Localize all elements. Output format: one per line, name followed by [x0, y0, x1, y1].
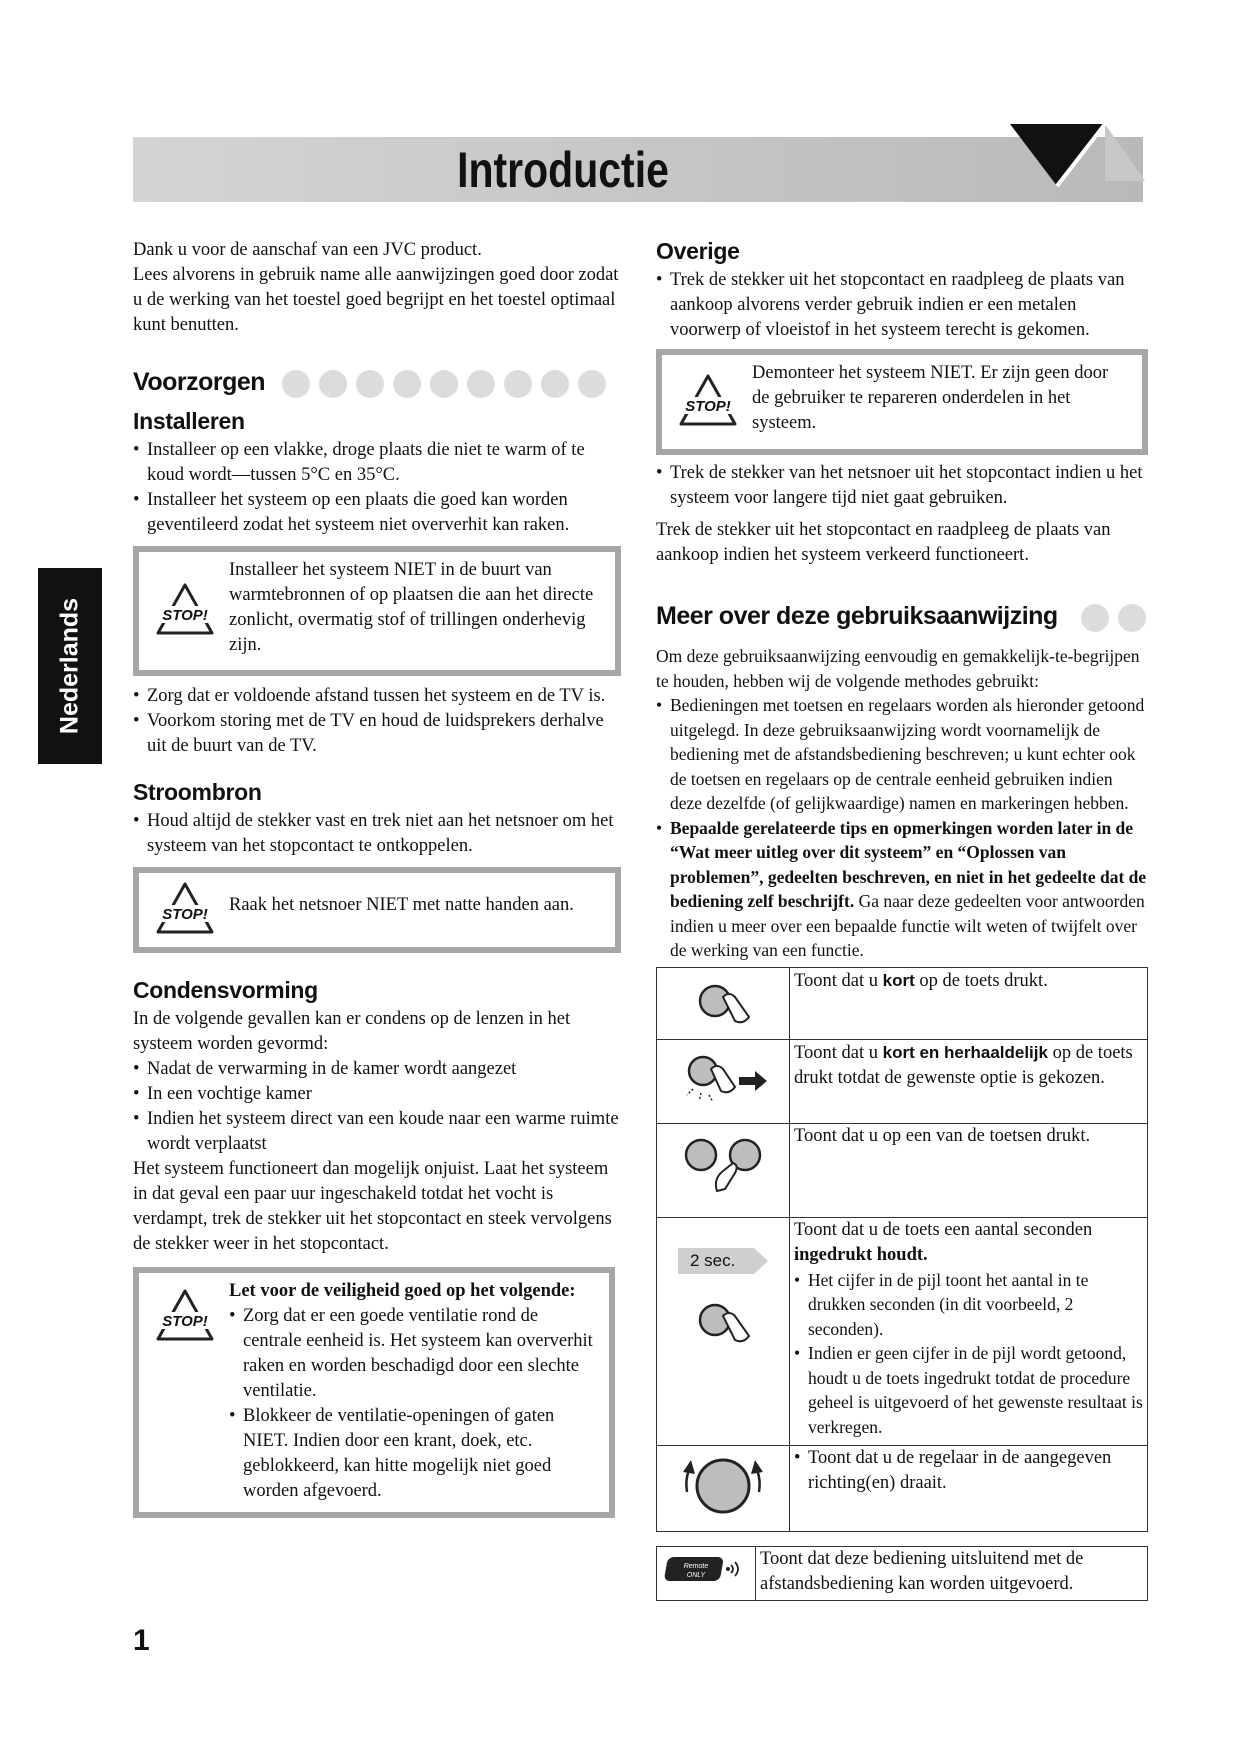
condensvorming-item-3: • Indien het systeem direct van een koude naar een warme ruimte wordt verplaatst	[133, 1107, 621, 1157]
warning-box-safety	[133, 1267, 615, 1518]
warning-box-install	[133, 546, 621, 676]
remote-only-description: Toont dat deze bediening uitsluitend met de afstandsbediening kan worden uitgevoerd.	[756, 1546, 1148, 1600]
either-press-icon-cell	[657, 1123, 790, 1217]
overige-heading: Overige	[656, 238, 740, 264]
installeren-item-2: • Installeer het systeem op een plaats die goed kan worden geventileerd zodat het systeem niet oververhit kan raken.	[133, 488, 621, 538]
hold-bullet-2: • Indien er geen cijfer in de pijl wordt getoond, houdt u de toets ingedrukt totdat de procedure geheel is uitgevoerd of het gewenste resultaat is verkregen.	[794, 1341, 1147, 1439]
dial-icon-cell	[657, 1445, 790, 1531]
press-text-pre: Toont dat u	[794, 970, 883, 991]
safety-item-1: • Zorg dat er een goede ventilatie rond de centrale eenheid is. Het systeem kan oververhit raken en worden beschadigd door een slechte ventilatie.	[229, 1304, 599, 1404]
page-number: 1	[133, 1624, 150, 1657]
remote-only-icon	[661, 1551, 751, 1587]
remote-only-icon-cell	[657, 1546, 756, 1600]
remote-only-table	[656, 1546, 1148, 1601]
condensvorming-item-1: • Nadat de verwarming in de kamer wordt aangezet	[133, 1057, 621, 1082]
meer-over-intro: Om deze gebruiksaanwijzing eenvoudig en gemakkelijk-te-begrijpen te houden, hebben wij de volgende methodes gebruikt:	[656, 646, 1140, 691]
hold-text-pre: Toont dat u de toets een aantal seconden	[794, 1219, 1093, 1240]
stroombron-item-1: • Houd altijd de stekker vast en trek niet aan het netsnoer om het systeem van het stopcontact te ontkoppelen.	[133, 809, 621, 859]
repeat-press-icon	[673, 1045, 773, 1109]
meer-over-heading-text: Meer over deze gebruiksaanwijzing	[656, 602, 1058, 630]
hold-icon-cell	[657, 1217, 790, 1445]
installeren-item-3: • Zorg dat er voldoende afstand tussen het systeem en de TV is.	[133, 684, 621, 709]
meer-over-item-2-rest: Ga naar deze gedeelten voor antwoorden indien u meer over een bepaalde functie wilt weten of twijfelt over de werking van een functie.	[670, 891, 1145, 960]
dial-bullet: • Toont dat u de regelaar in de aangegeven richting(en) draait.	[794, 1446, 1147, 1496]
stop-warning-icon	[155, 1287, 215, 1343]
stop-warning-icon	[678, 372, 738, 428]
either-button-icon	[673, 1131, 773, 1201]
repeat-press-text-pre: Toont dat u	[794, 1042, 883, 1063]
warning-dismantle-text: Demonteer het systeem NIET. Er zijn geen door de gebruiker te repareren onderdelen in het systeem.	[752, 363, 1109, 433]
language-tab-label: Nederlands	[55, 597, 84, 735]
stroombron-heading: Stroombron	[133, 779, 262, 805]
warning-box-dismantle	[656, 349, 1148, 455]
either-press-description: Toont dat u op een van de toetsen drukt.	[790, 1123, 1148, 1217]
overige-body: Trek de stekker uit het stopcontact en raadpleeg de plaats van aankoop indien het systeem verkeerd functioneert.	[656, 520, 1111, 565]
repeat-press-text-post: op de toets drukt totdat de gewenste optie is gekozen.	[794, 1042, 1133, 1088]
overige-item-1: • Trek de stekker uit het stopcontact en raadpleeg de plaats van aankoop alvorens verder gebruik indien er een metalen voorwerp of vloeistof in het systeem terecht is gekomen.	[656, 268, 1148, 343]
voorzorgen-heading	[133, 366, 621, 400]
rotary-dial-icon	[673, 1446, 773, 1522]
press-button-icon	[683, 969, 763, 1029]
press-text-post: op de toets drukt.	[914, 970, 1048, 991]
hold-text-bold: ingedrukt houdt.	[794, 1244, 928, 1265]
heading-dots-decoration	[1068, 603, 1148, 633]
condensvorming-item-2: • In een vochtige kamer	[133, 1082, 621, 1107]
right-column	[656, 236, 1148, 1601]
intro-line-1: Dank u voor de aanschaf van een JVC product.	[133, 240, 482, 260]
meer-over-item-1: • Bedieningen met toetsen en regelaars worden als hieronder getoond uitgelegd. In deze gebruiksaanwijzing wordt voornamelijk de bediening met de afstandsbediening beschreven; u kunt echter ook de toetsen en regelaars op de centrale eenheid gebruiken indien deze dezelfde (of gelijkwaardige) namen en markeringen hebben.	[656, 693, 1148, 816]
hold-seconds-label: 2 sec.	[690, 1250, 736, 1270]
press-button-icon	[683, 1288, 763, 1348]
safety-heading: Let voor de veiligheid goed op het volgende:	[229, 1281, 576, 1301]
installeren-item-4: • Voorkom storing met de TV en houd de luidsprekers derhalve uit de buurt van de TV.	[133, 709, 621, 759]
condensvorming-intro: In de volgende gevallen kan er condens op de lenzen in het systeem worden gevormd:	[133, 1009, 571, 1054]
table-row	[657, 1039, 1148, 1123]
overige-item-2: • Trek de stekker van het netsnoer uit het stopcontact indien u het systeem voor langere tijd niet gaat gebruiken.	[656, 461, 1148, 511]
left-column	[133, 238, 621, 1518]
hold-icon-group	[678, 1248, 768, 1358]
table-row	[657, 1217, 1148, 1445]
safety-item-2: • Blokkeer de ventilatie-openingen of gaten NIET. Indien door een krant, doek, etc. geblokkeerd, kan hitte mogelijk niet goed worden afgevoerd.	[229, 1404, 599, 1504]
table-row	[657, 1445, 1148, 1531]
condensvorming-body: Het systeem functioneert dan mogelijk onjuist. Laat het systeem in dat geval een paar uur ingeschakeld totdat het vocht is verdampt, trek de stekker uit het stopcontact en steek vervolgens de stekker weer in het stopcontact.	[133, 1159, 612, 1254]
press-description	[790, 967, 1148, 1039]
condensvorming-heading: Condensvorming	[133, 977, 318, 1003]
installeren-item-1: • Installeer op een vlakke, droge plaats die niet te warm of te koud wordt—tussen 5°C en 35°C.	[133, 438, 621, 488]
intro-line-2: Lees alvorens in gebruik name alle aanwijzingen goed door zodat u de werking van het toestel goed begrijpt en het toestel optimaal kunt benutten.	[133, 265, 619, 335]
table-row	[657, 1546, 1148, 1600]
table-row	[657, 1123, 1148, 1217]
title-triangle-icon	[1010, 124, 1155, 204]
remote-badge-line1: Remote	[683, 1563, 709, 1570]
operation-symbols-table	[656, 967, 1148, 1532]
hold-bullet-1: • Het cijfer in de pijl toont het aantal in te drukken seconden (in dit voorbeeld, 2 seconden).	[794, 1268, 1147, 1342]
stop-warning-icon	[155, 581, 215, 637]
warning-box-power	[133, 867, 621, 953]
repeat-press-description	[790, 1039, 1148, 1123]
table-row	[657, 967, 1148, 1039]
hold-description	[790, 1217, 1148, 1445]
meer-over-item-2-bold: Bepaalde gerelateerde tips en opmerkingen worden later in de “Wat meer uitleg over dit systeem” en “Oplossen van problemen”, gedeelten beschreven, en niet in het gedeelte dat de bediening zelf beschrijft.	[670, 817, 1147, 911]
meer-over-heading	[656, 600, 1148, 634]
press-icon-cell	[657, 967, 790, 1039]
repeat-press-text-bold: kort en herhaaldelijk	[882, 1042, 1048, 1062]
remote-badge-line2: ONLY	[686, 1572, 706, 1579]
language-tab	[38, 568, 102, 764]
installeren-heading: Installeren	[133, 408, 245, 434]
warning-power-text: Raak het netsnoer NIET met natte handen aan.	[229, 895, 574, 915]
title-bar	[133, 137, 1143, 202]
warning-install-text: Installeer het systeem NIET in de buurt van warmtebronnen of op plaatsen die aan het directe zonlicht, overmatig stof of trillingen onderhevig zijn.	[229, 560, 594, 655]
voorzorgen-heading-text: Voorzorgen	[133, 368, 266, 396]
page-title: Introductie	[457, 142, 669, 198]
heading-dots-decoration	[281, 369, 621, 399]
repeat-press-icon-cell	[657, 1039, 790, 1123]
meer-over-item-2	[656, 816, 1148, 963]
stop-warning-icon	[155, 880, 215, 936]
dial-description	[790, 1445, 1148, 1531]
press-text-bold: kort	[882, 970, 915, 990]
